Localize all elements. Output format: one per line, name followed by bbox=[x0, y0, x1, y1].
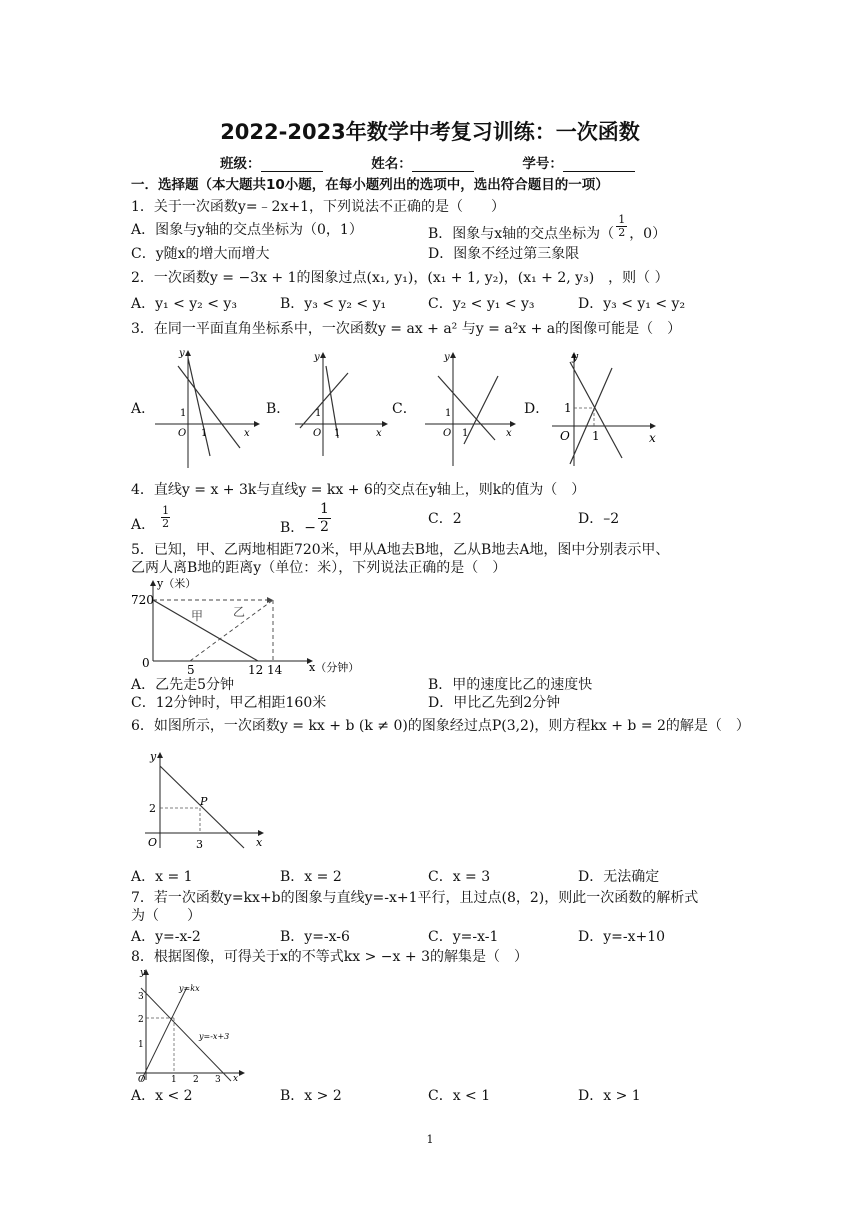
svg-text:0: 0 bbox=[142, 656, 150, 670]
svg-text:1: 1 bbox=[334, 428, 341, 439]
q3-option-c-label: C． bbox=[392, 401, 417, 417]
q1-option-c: C．y随x的增大而增大 bbox=[131, 246, 270, 262]
q7-option-a: A．y=-x-2 bbox=[131, 929, 201, 945]
svg-text:1: 1 bbox=[462, 428, 469, 439]
q6-stem: 6．如图所示，一次函数y = kx + b (k ≠ 0)的图象经过点P(3,2)，则方程kx + b = 2的解是（ ） bbox=[131, 718, 750, 734]
id-label: 学号： bbox=[522, 156, 563, 172]
svg-text:O: O bbox=[148, 836, 158, 849]
q3-option-a-label: A． bbox=[131, 401, 156, 417]
svg-text:x: x bbox=[256, 836, 263, 849]
svg-text:P: P bbox=[200, 795, 208, 808]
svg-text:x: x bbox=[506, 428, 512, 439]
q7-stem-line2: 为（ ） bbox=[131, 908, 201, 924]
svg-text:甲: 甲 bbox=[191, 609, 204, 623]
svg-text:1: 1 bbox=[180, 408, 187, 419]
q5-stem-line2: 乙两人离B地的距离y（单位：米），下列说法正确的是（ ） bbox=[131, 560, 507, 576]
q5-distance-graph bbox=[131, 578, 361, 676]
name-blank bbox=[412, 157, 474, 172]
q3-graph-c bbox=[420, 348, 520, 468]
q6-option-c: C．x = 3 bbox=[428, 869, 491, 885]
q2-option-b: B．y₃ < y₂ < y₁ bbox=[280, 296, 387, 312]
q1-option-d: D．图象不经过第三象限 bbox=[428, 246, 580, 262]
q8-stem: 8．根据图像，可得关于x的不等式kx > −x + 3的解集是（ ） bbox=[131, 949, 528, 965]
q5-option-b: B．甲的速度比乙的速度快 bbox=[428, 677, 593, 693]
q4-option-b: B．− $\frac{1}{2}$ bbox=[280, 501, 329, 536]
q3-stem: 3．在同一平面直角坐标系中，一次函数y = ax + a² 与y = a²x + a的图像可能是（ ） bbox=[131, 321, 682, 337]
q8-option-a: A．x < 2 bbox=[131, 1088, 193, 1104]
svg-text:y: y bbox=[444, 352, 450, 363]
q7-option-b: B．y=-x-6 bbox=[280, 929, 350, 945]
class-label: 班级： bbox=[220, 156, 261, 172]
q7-option-c: C．y=-x-1 bbox=[428, 929, 499, 945]
q8-graph bbox=[131, 965, 251, 1083]
svg-text:1: 1 bbox=[564, 401, 572, 415]
q5-option-c: C．12分钟时，甲乙相距160米 bbox=[131, 695, 327, 711]
page-number: 1 bbox=[426, 1133, 434, 1146]
q8-option-d: D．x > 1 bbox=[578, 1088, 641, 1104]
svg-text:x: x bbox=[233, 1074, 239, 1083]
page-title: 2022-2023年数学中考复习训练：一次函数 bbox=[220, 120, 640, 144]
q6-option-a: A．x = 1 bbox=[131, 869, 193, 885]
svg-text:y: y bbox=[572, 350, 579, 363]
q3-graph-b bbox=[290, 348, 390, 458]
svg-text:1: 1 bbox=[201, 428, 208, 439]
class-blank bbox=[261, 157, 323, 172]
q6-graph bbox=[140, 748, 270, 853]
q2-option-a: A．y₁ < y₂ < y₃ bbox=[131, 296, 237, 312]
section-heading: 一．选择题（本大题共10小题，在每小题列出的选项中，选出符合题目的一项） bbox=[131, 177, 609, 193]
svg-text:720: 720 bbox=[131, 593, 154, 607]
q2-option-d: D．y₃ < y₁ < y₂ bbox=[578, 296, 686, 312]
svg-text:O: O bbox=[560, 429, 570, 443]
q3-option-b-label: B． bbox=[266, 401, 291, 417]
svg-text:3: 3 bbox=[138, 992, 144, 1002]
q3-option-d-label: D． bbox=[524, 401, 550, 417]
id-blank bbox=[563, 157, 635, 172]
svg-text:y: y bbox=[150, 750, 157, 763]
q1-stem: 1．关于一次函数y=﹣2x+1，下列说法不正确的是（ ） bbox=[131, 199, 505, 215]
svg-text:3: 3 bbox=[196, 838, 203, 851]
q1-option-b: B．图象与x轴的交点坐标为（ $\frac{1}{2}$ ，0） bbox=[428, 213, 667, 242]
q2-stem: 2．一次函数y = −3x + 1的图象过点(x₁, y₁)，(x₁ + 1, y₂)，(x₁ + 2, y₃) ，则（ ） bbox=[131, 270, 669, 286]
q7-option-d: D．y=-x+10 bbox=[578, 929, 666, 945]
svg-text:3: 3 bbox=[215, 1075, 221, 1083]
svg-text:y: y bbox=[179, 348, 185, 359]
svg-text:x: x bbox=[244, 428, 250, 439]
svg-text:1: 1 bbox=[171, 1075, 177, 1083]
q3-graph-a bbox=[150, 348, 260, 473]
q6-option-d: D．无法确定 bbox=[578, 869, 660, 885]
q6-option-b: B．x = 2 bbox=[280, 869, 342, 885]
q8-option-c: C．x < 1 bbox=[428, 1088, 491, 1104]
q4-stem: 4．直线y = x + 3k与直线y = kx + 6的交点在y轴上，则k的值为（ ） bbox=[131, 482, 586, 498]
svg-text:y: y bbox=[140, 968, 146, 978]
q8-option-b: B．x > 2 bbox=[280, 1088, 342, 1104]
q3-graph-d bbox=[550, 348, 665, 473]
q7-stem-line1: 7．若一次函数y=kx+b的图象与直线y=-x+1平行，且过点(8，2)，则此一次函数的解析式 bbox=[131, 890, 699, 906]
q5-option-a: A．乙先走5分钟 bbox=[131, 677, 235, 693]
svg-text:2: 2 bbox=[193, 1075, 199, 1083]
q5-stem-line1: 5．已知，甲、乙两地相距720米，甲从A地去B地，乙从B地去A地，图中分别表示甲、 bbox=[131, 542, 670, 558]
q5-option-d: D．甲比乙先到2分钟 bbox=[428, 695, 561, 711]
q4-option-c: C．2 bbox=[428, 511, 462, 527]
svg-text:1: 1 bbox=[315, 408, 322, 419]
svg-text:O: O bbox=[138, 1075, 146, 1083]
svg-text:O: O bbox=[443, 428, 452, 439]
svg-text:14: 14 bbox=[267, 663, 283, 676]
q4-option-d: D．–2 bbox=[578, 511, 620, 527]
svg-text:x（分钟）: x（分钟） bbox=[309, 661, 360, 674]
student-info bbox=[220, 152, 635, 172]
svg-text:12: 12 bbox=[248, 663, 264, 676]
svg-text:y=-x+3: y=-x+3 bbox=[199, 1032, 230, 1041]
svg-text:1: 1 bbox=[445, 408, 452, 419]
q4-option-a: A． $\frac{1}{2}$ bbox=[131, 504, 170, 533]
svg-text:x: x bbox=[376, 428, 382, 439]
svg-text:2: 2 bbox=[138, 1015, 144, 1025]
svg-text:5: 5 bbox=[187, 663, 195, 676]
svg-text:y=kx: y=kx bbox=[179, 984, 200, 993]
svg-text:y（米）: y（米） bbox=[157, 578, 197, 590]
name-label: 姓名： bbox=[371, 156, 412, 172]
svg-text:1: 1 bbox=[592, 429, 600, 443]
svg-text:O: O bbox=[313, 428, 322, 439]
svg-text:乙: 乙 bbox=[233, 605, 246, 619]
svg-text:1: 1 bbox=[138, 1040, 144, 1050]
svg-text:y: y bbox=[314, 352, 320, 363]
svg-text:O: O bbox=[178, 428, 187, 439]
svg-text:2: 2 bbox=[149, 802, 156, 815]
svg-text:x: x bbox=[649, 431, 656, 445]
q2-option-c: C．y₂ < y₁ < y₃ bbox=[428, 296, 535, 312]
q1-option-a: A．图象与y轴的交点坐标为（0，1） bbox=[131, 222, 363, 238]
